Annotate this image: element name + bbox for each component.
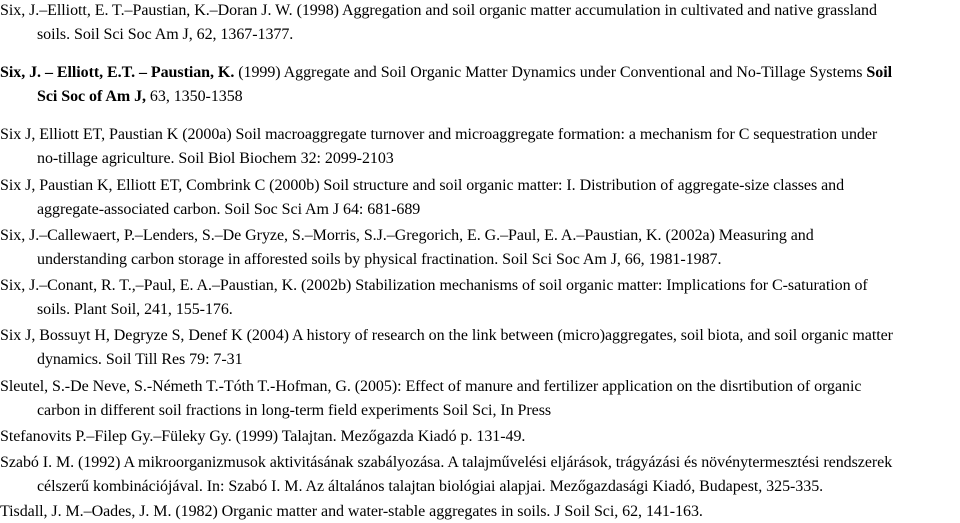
reference-six-2000a-line-1: Six J, Elliott ET, Paustian K (2000a) Soil macroaggregate turnover and microaggregate formation: a mechanism for C sequestration under — [0, 126, 878, 143]
reference-six-2002a-line-1: Six, J.–Callewaert, P.–Lenders, S.–De Gryze, S.–Morris, S.J.–Gregorich, E. G.–Paul, E. A.–Paustian, K. (2002a) Measuring and — [0, 227, 814, 244]
reference-six-2002b-line-2: soils. Plant Soil, 241, 155-176. — [37, 301, 233, 318]
reference-six-2004-line-1: Six J, Bossuyt H, Degryze S, Denef K (2004) A history of research on the link between (micro)aggregates, soil biota, and soil organic matter — [0, 327, 893, 344]
reference-six-2000b-line-2: aggregate-associated carbon. Soil Soc Sci Am J 64: 681-689 — [37, 201, 421, 218]
reference-journal-bold: Soil — [866, 64, 893, 81]
reference-sleutel-2005-line-1: Sleutel, S.-De Neve, S.-Németh T.-Tóth T.-Hofman, G. (2005): Effect of manure and fertilizer application on the disrtibution of organic — [0, 378, 862, 395]
reference-szabo-1992-line-1: Szabó I. M. (1992) A mikroorganizmusok aktivitásának szabályozása. A talajművelési eljárások, trágyázási és növénytermesztési rendszerek — [0, 454, 893, 471]
reference-six-1998-line-2: soils. Soil Sci Soc Am J, 62, 1367-1377. — [37, 26, 294, 43]
reference-six-2002a-line-2: understanding carbon storage in afforested soils by physical fractination. Soil Sci Soc Am J, 66, 1981-1987. — [37, 251, 722, 268]
reference-six-1999-line-1 — [0, 63, 892, 83]
reference-journal-bold: Sci Soc of Am J, — [37, 88, 146, 105]
reference-sleutel-2005-line-2: carbon in different soil fractions in long-term field experiments Soil Sci, In Press — [37, 402, 552, 419]
reference-six-1999-line-2 — [37, 87, 243, 107]
reference-six-1998-line-1: Six, J.–Elliott, E. T.–Paustian, K.–Doran J. W. (1998) Aggregation and soil organic matter accumulation in cultivated and native grassland — [0, 2, 877, 19]
reference-stefanovits-1999-line-1: Stefanovits P.–Filep Gy.–Füleky Gy. (1999) Talajtan. Mezőgazda Kiadó p. 131-49. — [0, 428, 526, 445]
reference-pages-text: 63, 1350-1358 — [145, 88, 243, 105]
reference-tisdall-1982-line-1: Tisdall, J. M.–Oades, J. M. (1982) Organic matter and water-stable aggregates in soils. J Soil Sci, 62, 141-163. — [0, 503, 703, 520]
reference-szabo-1992-line-2: célszerű kombinációjával. In: Szabó I. M. Az általános talajtan biológiai alapjai. Mezőgazdasági Kiadó, Budapest, 325-335. — [37, 478, 824, 495]
reference-authors-bold: Six, J. – Elliott, E.T. – Paustian, K. — [0, 64, 235, 81]
reference-six-2000a-line-2: no-tillage agriculture. Soil Biol Biochem 32: 2099-2103 — [37, 150, 394, 167]
reference-six-2002b-line-1: Six, J.–Conant, R. T.,–Paul, E. A.–Paustian, K. (2002b) Stabilization mechanisms of soil organic matter: Implications for C-saturation of — [0, 277, 868, 294]
reference-title-text: (1999) Aggregate and Soil Organic Matter Dynamics under Conventional and No-Tillage Systems — [234, 64, 867, 81]
reference-six-2000b-line-1: Six J, Paustian K, Elliott ET, Combrink C (2000b) Soil structure and soil organic matter: I. Distribution of aggregate-size classes and — [0, 177, 845, 194]
reference-six-2004-line-2: dynamics. Soil Till Res 79: 7-31 — [37, 351, 243, 368]
